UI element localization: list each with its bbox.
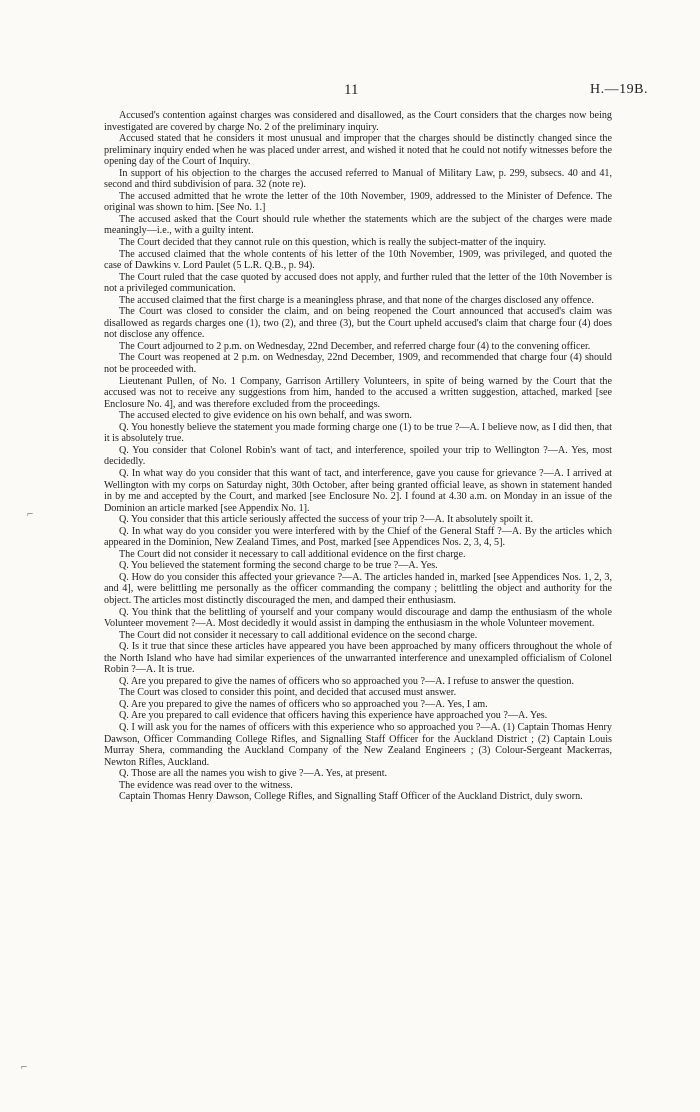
question-answer: Q. I will ask you for the names of officers with this experience who so approached you ?—A. (1) Captain Thomas Henry Dawson, Officer Commanding College Rifles, and Signalling Staff Officer for the Auckland District ; (2) Captain Louis Murray Shera, commanding the Auckland Company of the New Zealand Engineers ; (3) Colour-Sergeant Mackerras, Newton Rifles, Auckland. bbox=[104, 721, 612, 768]
paragraph: Accused stated that he considers it most unusual and improper that the charges should be distinctly changed since the preliminary inquiry ended when he was placed under arrest, and wished it noted that he could not notify witnesses before the opening day of the Court of Inquiry. bbox=[104, 133, 612, 168]
question-answer: Q. Are you prepared to give the names of officers who so approached you ?—A. I refuse to answer the question. bbox=[119, 675, 575, 687]
paragraph: The accused admitted that he wrote the letter of the 10th November, 1909, addressed to the Minister of Defence. The original was shown to him. [See No. 1.] bbox=[104, 190, 612, 214]
paragraph: Lieutenant Pullen, of No. 1 Company, Garrison Artillery Volunteers, in spite of being warned by the Court that the accused was not to receive any suggestions from him, handed to the accused a written suggestion, attached, marked [see Enclosure No. 4], and was therefore excluded from the proceedings. bbox=[104, 375, 612, 410]
question-answer: Q. How do you consider this affected your grievance ?—A. The articles handed in, marked [see Appendices Nos. 1, 2, 3, and 4], were belittling me personally as the officer commanding the company ; belittling the object and authority for the object. The articles most distinctly discouraged the men, and damped their enthusiasm. bbox=[104, 571, 612, 606]
question-answer: Q. Are you prepared to call evidence that officers having this experience have approached you ?—A. Yes. bbox=[119, 710, 548, 722]
question-answer: Q. You think that the belittling of yourself and your company would discourage and damp the enthusiasm of the whole Volunteer movement ?—A. Most decidedly it would assist in damping the enthusiasm in the whole Volunteer movement. bbox=[104, 606, 612, 630]
paragraph: The Court was closed to consider the claim, and on being reopened the Court announced that accused's claim was disallowed as regards charges one (1), two (2), and three (3), but the Court upheld accused's claim that charge four (4) does not disclose any offence. bbox=[104, 306, 612, 341]
paragraph: The accused claimed that the whole contents of his letter of the 10th November, 1909, was privileged, and quoted the case of Dawkins v. Lord Paulet (5 L.R. Q.B., p. 94). bbox=[104, 248, 612, 272]
paragraph: The Court did not consider it necessary to call additional evidence on the second charge. bbox=[119, 629, 478, 641]
page-number: 11 bbox=[344, 82, 359, 98]
question-answer: Q. You consider that this article seriously affected the success of your trip ?—A. It absolutely spoilt it. bbox=[119, 514, 534, 526]
paragraph: The Court was closed to consider this point, and decided that accused must answer. bbox=[119, 687, 457, 699]
question-answer: Q. You believed the statement forming the second charge to be true ?—A. Yes. bbox=[119, 560, 438, 572]
question-answer: Q. In what way do you consider you were interfered with by the Chief of the General Staff ?—A. By the articles which appeared in the Dominion, New Zealand Times, and Post, marked [see Appendices Nos. 2, 3, 4, 5]. bbox=[104, 525, 612, 549]
paragraph: The Court was reopened at 2 p.m. on Wednesday, 22nd December, 1909, and recommended that charge four (4) should not be proceeded with. bbox=[104, 352, 612, 376]
paragraph: The evidence was read over to the witness. bbox=[119, 779, 293, 791]
margin-mark: ⌐ bbox=[21, 1061, 28, 1073]
paragraph: The Court decided that they cannot rule on this question, which is really the subject-matter of the inquiry. bbox=[119, 237, 547, 249]
witness-heading: Captain Thomas Henry Dawson, College Rifles, and Signalling Staff Officer of the Auckland District, duly sworn. bbox=[119, 791, 583, 803]
paragraph: In support of his objection to the charges the accused referred to Manual of Military Law, p. 299, subsecs. 40 and 41, second and third subdivision of para. 32 (note re). bbox=[104, 167, 612, 191]
question-answer: Q. Is it true that since these articles have appeared you have been approached by many officers throughout the whole of the North Island who have had similar experiences of the unwarranted interference and unexampled officialism of Colonel Robin ?—A. It is true. bbox=[104, 641, 612, 676]
question-answer: Q. You consider that Colonel Robin's want of tact, and interference, spoiled your trip to Wellington ?—A. Yes, most decidedly. bbox=[104, 444, 612, 468]
question-answer: Q. You honestly believe the statement you made forming charge one (1) to be true ?—A. I believe now, as I did then, that it is absolutely true. bbox=[104, 421, 612, 445]
question-answer: Q. Are you prepared to give the names of officers who so approached you ?—A. Yes, I am. bbox=[119, 698, 488, 710]
paragraph: The Court did not consider it necessary to call additional evidence on the first charge. bbox=[119, 548, 466, 560]
paragraph: The accused asked that the Court should rule whether the statements which are the subject of the charges were made meaningly—i.e., with a guilty intent. bbox=[104, 213, 612, 237]
question-answer: Q. In what way do you consider that this want of tact, and interference, gave you cause for grievance ?—A. I arrived at Wellington with my corps on Saturday night, 30th October, after being granted official leave, as shown in statement handed in by me and accepted by the Court, and marked [see Enclosure No. 2]. I found at 4.30 a.m. on Monday in an issue of the Dominion an article marked [see Appendix No. 1]. bbox=[104, 467, 612, 514]
body-text bbox=[104, 110, 612, 803]
paragraph: The accused claimed that the first charge is a meaningless phrase, and that none of the charges disclosed any offence. bbox=[119, 294, 594, 306]
document-reference: H.—19B. bbox=[590, 82, 648, 97]
question-answer: Q. Those are all the names you wish to give ?—A. Yes, at present. bbox=[119, 768, 388, 780]
margin-mark: ⌐ bbox=[27, 508, 34, 520]
paragraph: The accused elected to give evidence on his own behalf, and was sworn. bbox=[119, 410, 412, 422]
page-header bbox=[0, 82, 700, 102]
paragraph: Accused's contention against charges was considered and disallowed, as the Court considers that the charges now being investigated are covered by charge No. 2 of the preliminary inquiry. bbox=[104, 110, 612, 133]
paragraph: The Court ruled that the case quoted by accused does not apply, and further ruled that the letter of the 10th November is not a privileged communication. bbox=[104, 271, 612, 295]
paragraph: The Court adjourned to 2 p.m. on Wednesday, 22nd December, and referred charge four (4) to the convening officer. bbox=[119, 340, 591, 352]
